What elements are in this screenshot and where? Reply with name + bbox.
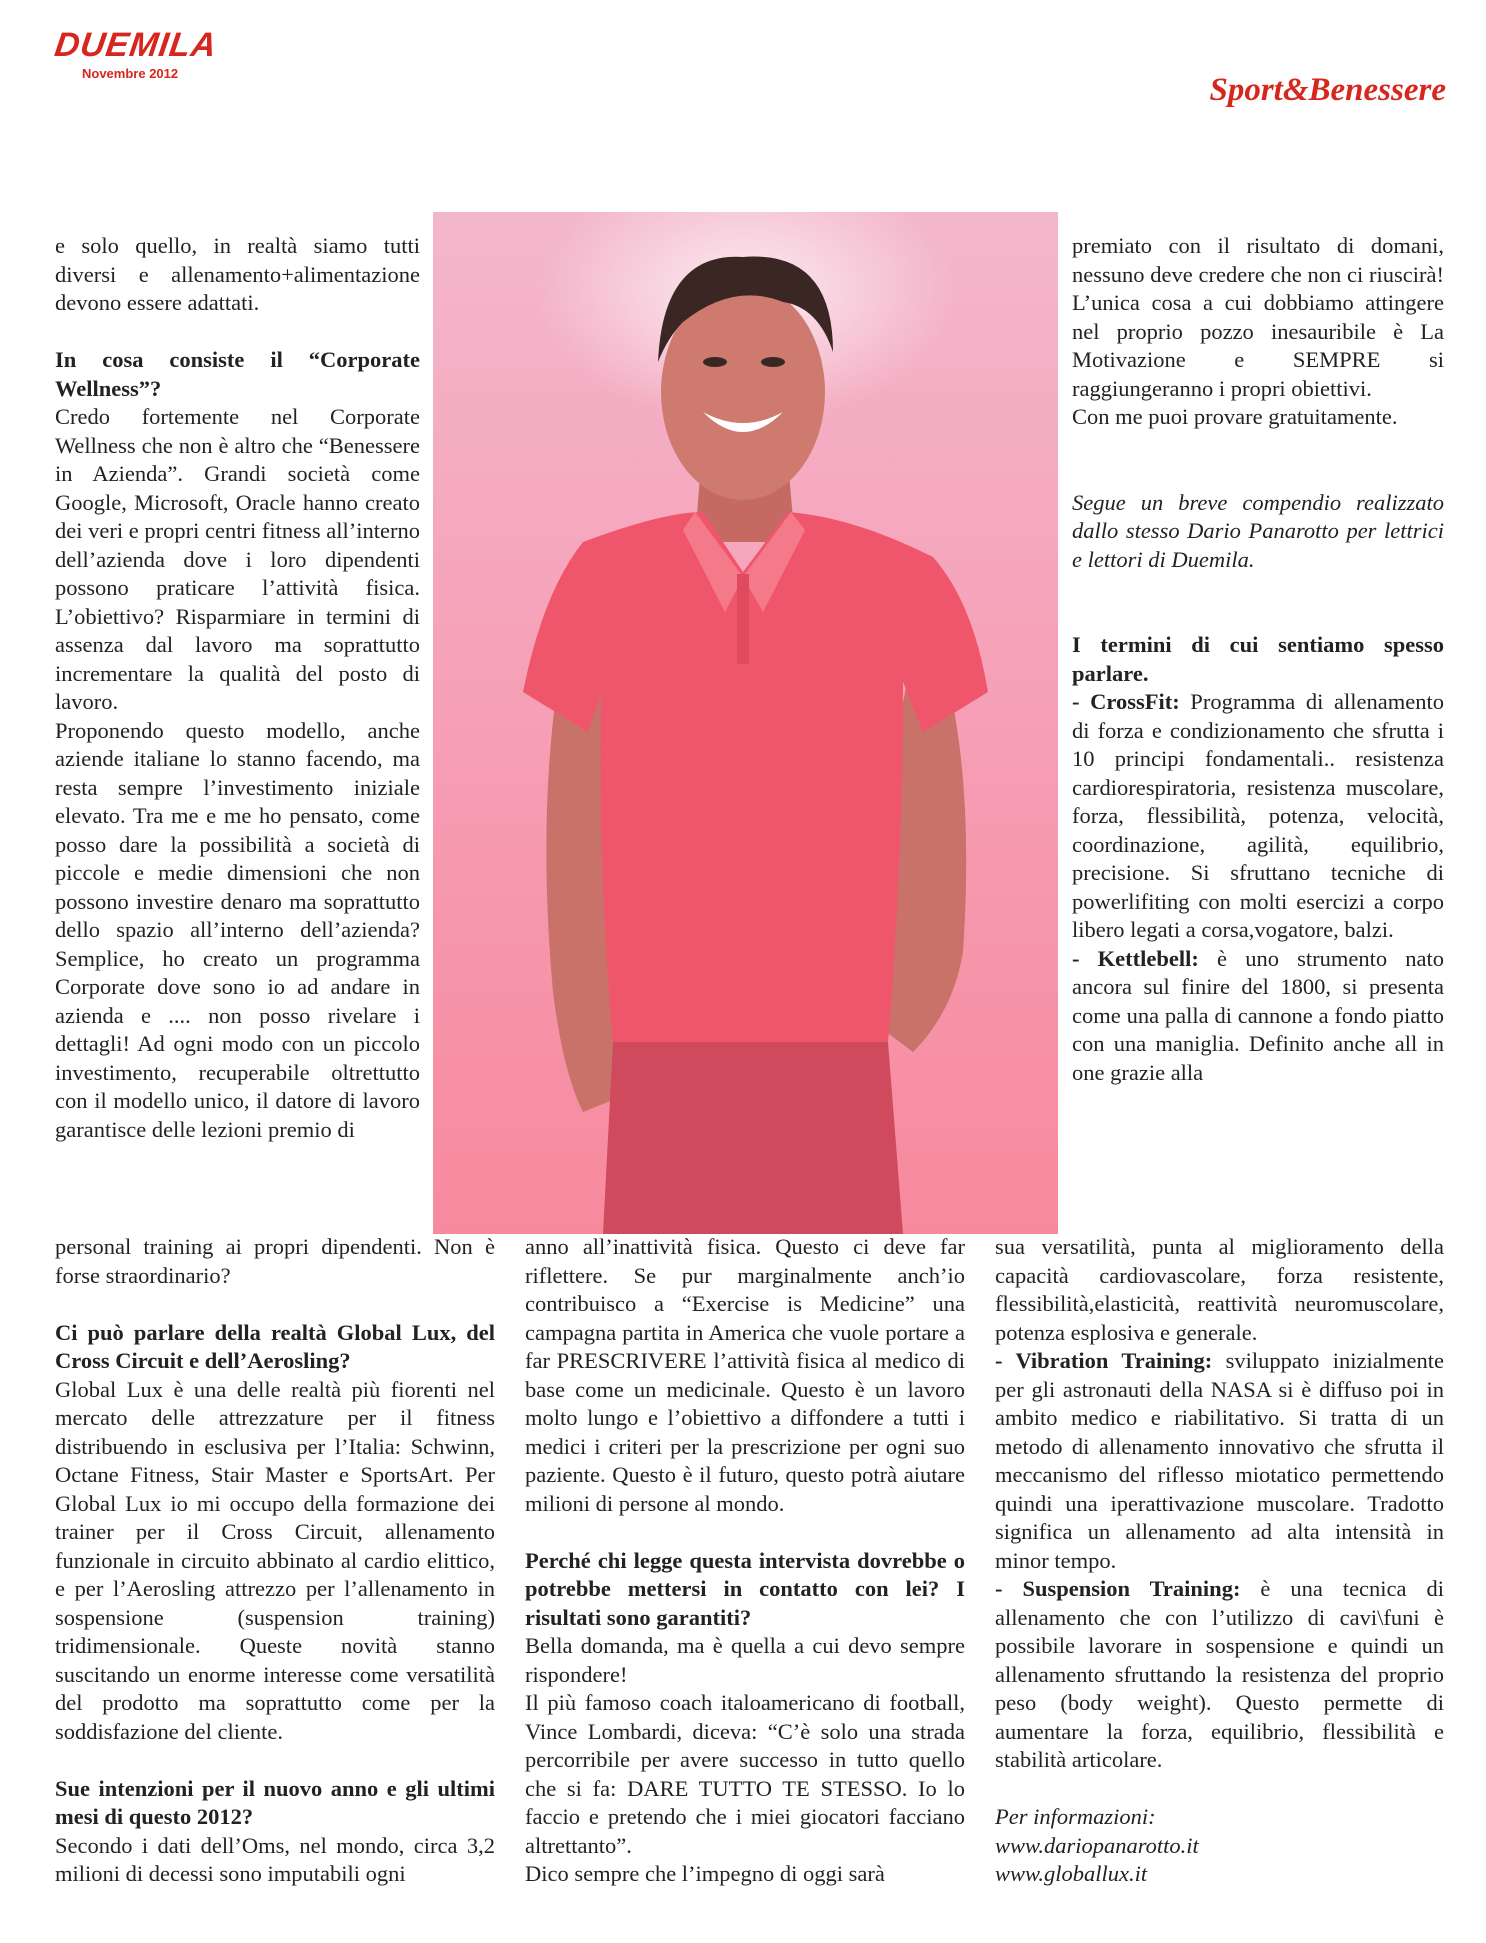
column-3-upper [1072, 232, 1444, 1087]
term-crossfit [1072, 688, 1444, 945]
question-global-lux: Ci può parlare della realtà Global Lux, del Cross Circuit e dell’Aerosling? [55, 1319, 495, 1373]
term-kettlebell-text-2: sua versatilità, punta al miglioramento della capacità cardiovascolare, forza resistente, flessibilità,elasticità, reattività neuromuscolare, potenza esplosiva e generale. [995, 1234, 1444, 1345]
terms-heading: I termini di cui sentiamo spesso parlare. [1072, 632, 1444, 686]
term-vibration-label: - Vibration Training: [995, 1348, 1213, 1373]
column-1-lower [55, 1233, 495, 1889]
answer-intentions: Secondo i dati dell’Oms, nel mondo, circa 3,2 milioni di decessi sono imputabili ogni [55, 1832, 495, 1886]
question-intentions: Sue intenzioni per il nuovo anno e gli ultimi mesi di questo 2012? [55, 1775, 495, 1829]
answer-corporate-wellness: Credo fortemente nel Corporate Wellness che non è altro che “Benessere in Azienda”. Grandi società come Google, Microsoft, Oracle hanno creato dei veri e propri centri fitness all’interno dell’azienda dove i loro dipendenti possono praticare l’attività fisica. L’obiettivo? Risparmiare in termini di assenza dal lavoro ma soprattutto incrementare la qualità del posto di lavoro. [55, 404, 420, 714]
column-1-upper [55, 232, 420, 1144]
column-3-lower [995, 1233, 1444, 1889]
answer-intentions-2: anno all’inattività fisica. Questo ci deve far riflettere. Se pur marginalmente anch’io contribuisco a “Exercise is Medicine” una campagna partita in America che vuole portare a far PRESCRIVERE l’attività fisica al medico di base come un medicinale. Questo è un lavoro molto lungo e l’obiettivo a diffondere a tutti i medici i criteri per la prescrizione per ogni suo paziente. Questo è il futuro, questo potrà aiutare milioni di persone al mondo. [525, 1234, 965, 1516]
question-contact: Perché chi legge questa intervista dovrebbe o potrebbe mettersi in contatto con lei? I risultati sono garantiti? [525, 1547, 965, 1630]
term-crossfit-label: - CrossFit: [1072, 689, 1180, 714]
answer-corporate-wellness-3: personal training ai propri dipendenti. Non è forse straordinario? [55, 1234, 495, 1288]
answer-corporate-wellness-2: Proponendo questo modello, anche aziende italiane lo stanno facendo, ma resta sempre l’investimento iniziale elevato. Tra me e me ho pensato, come posso dare la possibilità a società di piccole e medie dimensioni che non possono investire denaro ma soprattutto dello spazio all’interno dell’azienda? Semplice, ho creato un programma Corporate dove sono io ad andare in azienda e .... non posso rivelare i dettagli! Ad ogni modo con un piccolo investimento, recuperabile oltrettutto con il modello unico, il datore di lavoro garantisce delle lezioni premio di [55, 717, 420, 1142]
info-link-globallux[interactable]: www.globallux.it [995, 1861, 1148, 1886]
info-link-dariopanarotto[interactable]: www.dariopanarotto.it [995, 1832, 1199, 1858]
answer-contact: Bella domanda, ma è quella a cui devo sempre rispondere! [525, 1633, 965, 1687]
term-suspension [995, 1575, 1444, 1775]
portrait-photo [433, 212, 1058, 1234]
term-kettlebell-label: - Kettlebell: [1072, 945, 1199, 971]
question-corporate-wellness: In cosa consiste il “Corporate Wellness”? [55, 347, 420, 401]
answer-contact-4: premiato con il risultato di domani, nessuno deve credere che non ci riuscirà! L’unica cosa a cui dobbiamo attingere nel proprio pozzo inesauribile è La Motivazione e SEMPRE si raggiungeranno i propri obiettivi. [1072, 233, 1444, 401]
term-suspension-text: è una tecnica di allenamento che con l’utilizzo di cavi\funi è possibile lavorare in sospensione e quindi un allenamento sfruttando la resistenza del proprio peso (body weight). Questo permette di aumentare la forza, equilibrio, flessibilità e stabilità articolare. [995, 1576, 1444, 1772]
term-suspension-label: - Suspension Training: [995, 1576, 1241, 1601]
term-crossfit-text: Programma di allenamento di forza e condizionamento che sfrutta i 10 principi fondamentali.. resistenza cardiorespiratoria, resistenza muscolare, forza, flessibilità, potenza, velocità, coordinazione, agilità, equilibrio, precisione. Si sfruttano tecniche di powerlifiting con molti esercizi a corpo libero legati a corsa,vogatore, balzi. [1072, 689, 1444, 942]
section-title: Sport&Benessere [1209, 72, 1446, 108]
answer-contact-2: Il più famoso coach italoamericano di football, Vince Lombardi, diceva: “C’è solo una strada percorribile per avere successo in tutto quello che si fa: DARE TUTTO TE STESSO. Io lo faccio e pretendo che i miei giocatori facciano altrettanto”. [525, 1690, 965, 1858]
info-label: Per informazioni: [995, 1804, 1156, 1829]
term-kettlebell [1072, 945, 1444, 1088]
answer-contact-3: Dico sempre che l’impegno di oggi sarà [525, 1861, 885, 1886]
term-vibration-text: sviluppato inizialmente per gli astronauti della NASA si è diffuso poi in ambito medico e riabilitativo. Si tratta di un metodo di allenamento innovativo che sfrutta il meccanismo del riflesso miotatico permettendo quindi una iperattivazione muscolare. Tradotto significa un allenamento ad alta intensità in minor tempo. [995, 1348, 1444, 1573]
magazine-logo: DUEMILA [52, 26, 220, 64]
intro-paragraph: e solo quello, in realtà siamo tutti diversi e allenamento+alimentazione devono essere adattati. [55, 233, 420, 315]
answer-global-lux: Global Lux è una delle realtà più fiorenti nel mercato delle attrezzature per il fitness distribuendo in esclusiva per l’Italia: Schwinn, Octane Fitness, Stair Master e SportsArt. Per Global Lux io mi occupo della formazione dei trainer per il Cross Circuit, allenamento funzionale in circuito abbinato al cardio elittico, e per l’Aerosling attrezzo per l’allenamento in sospensione (suspension training) tridimensionale. Queste novità stanno suscitando un enorme interesse come versatilità del prodotto ma soprattutto come per la soddisfazione del cliente. [55, 1376, 495, 1744]
term-vibration [995, 1347, 1444, 1575]
answer-contact-5: Con me puoi provare gratuitamente. [1072, 404, 1398, 429]
portrait-illustration [433, 212, 1058, 1234]
issue-date: Novembre 2012 [82, 66, 179, 81]
term-kettlebell-text: è uno strumento nato ancora sul finire del 1800, si presenta come una palla di cannone a fondo piatto con una maniglia. Definito anche all in one grazie alla [1072, 945, 1445, 1085]
compendium-note: Segue un breve compendio realizzato dallo stesso Dario Panarotto per lettrici e lettori di Duemila. [1072, 489, 1444, 572]
column-2 [525, 1233, 965, 1889]
